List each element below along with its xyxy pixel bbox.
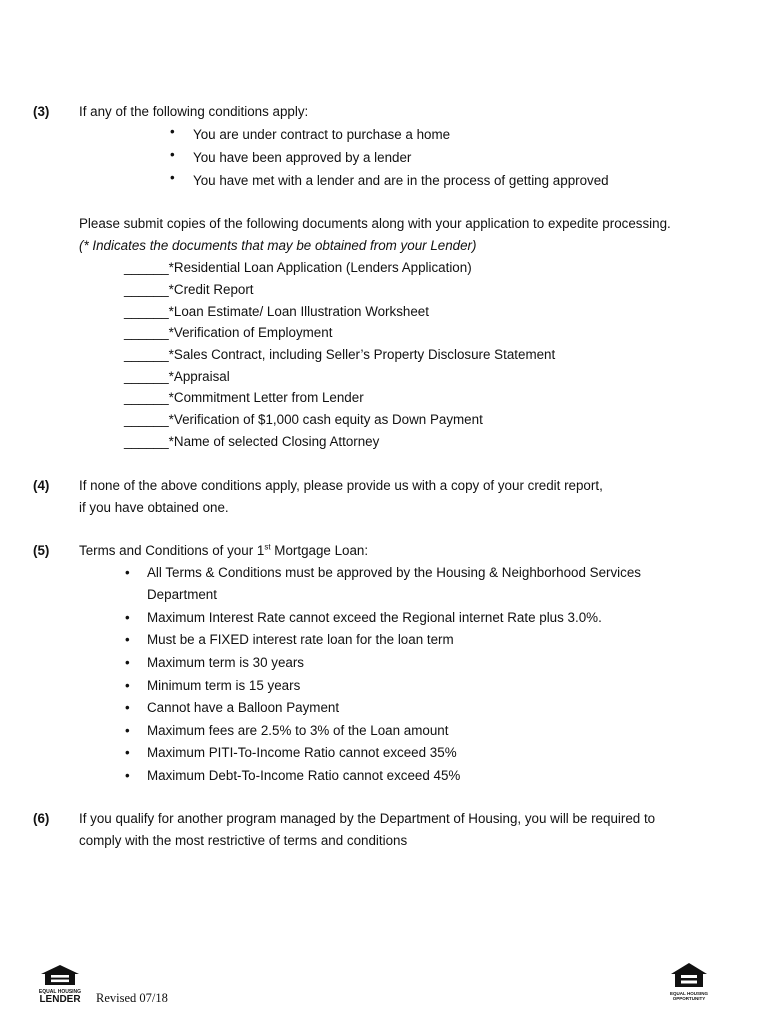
bullet: •: [125, 700, 130, 715]
checklist-item[interactable]: ______*Sales Contract, including Seller’s Property Disclosure Statement: [124, 347, 556, 362]
bullet: •: [125, 768, 130, 783]
equal-housing-opportunity-logo: EQUAL HOUSING OPPORTUNITY: [669, 962, 709, 1001]
checklist-item[interactable]: ______*Verification of Employment: [124, 325, 333, 340]
checklist-item[interactable]: ______*Appraisal: [124, 369, 230, 384]
bullet: •: [125, 655, 130, 670]
bullet: •: [125, 745, 130, 760]
section-number: (4): [33, 478, 50, 493]
bullet: •: [170, 170, 175, 185]
bullet: •: [125, 678, 130, 693]
bullet: •: [125, 723, 130, 738]
checklist-item[interactable]: ______*Name of selected Closing Attorney: [124, 434, 380, 449]
section-3-intro: If any of the following conditions apply:: [79, 104, 309, 119]
lender-note: (* Indicates the documents that may be obtained from your Lender): [79, 238, 477, 253]
section-number: (5): [33, 543, 50, 558]
bullet: •: [125, 610, 130, 625]
checklist-item[interactable]: ______*Loan Estimate/ Loan Illustration Worksheet: [124, 304, 429, 319]
revision-date: Revised 07/18: [96, 991, 168, 1005]
section-number: (6): [33, 811, 50, 826]
bullet: •: [170, 124, 175, 139]
document-page: (3) If any of the following conditions apply: • You are under contract to purchase a home • You have been approved by a lender • You have met with a lender and are in the process of getting approved Please submit copies of the following documents along with your application to expedite processing. (* Indicates the documents that may be obtained from your Lender) ______*Residential Loan Application (Lenders Application) ______*Credit Report ______*Loan Estimate/ Loan Illustration Worksheet ______*Verification of Employment ______*Sales Contract, including Seller’s Property Disclosure Statement ______*Appraisal ______*Commitment Letter from Lender ______*Verification of $1,000 cash equity as Down Payment ______*Name of selected Closing Attorney (4) If none of the above conditions apply, please provide us with a copy of your credit report, if you have obtained one. (5) Terms and Conditions of your 1st Mortgage Loan: • All Terms & Conditions must be approved by the Housing & Neighborhood Services Department • Maximum Interest Rate cannot exceed the Regional internet Rate plus 3.0%. • Must be a FIXED interest rate loan for the loan term • Maximum term is 30 years • Minimum term is 15 years • Cannot have a Balloon Payment • Maximum fees are 2.5% to 3% of the Loan amount • Maximum PITI-To-Income Ratio cannot exceed 35% • Maximum Debt-To-Income Ratio cannot exceed 45% (6) If you qualify for another program managed by the Department of Housing, you will be required to comply with the most restrictive of terms and conditions EQUAL HOUSING LENDER Revised 07/18 EQUAL HOUSING OPPORTUNITY: [0, 0, 770, 1024]
checklist-item[interactable]: ______*Commitment Letter from Lender: [124, 390, 364, 405]
bullet: •: [125, 632, 130, 647]
house-icon: [669, 962, 709, 988]
checklist-item[interactable]: ______*Verification of $1,000 cash equity as Down Payment: [124, 412, 483, 427]
equal-housing-lender-logo: EQUAL HOUSING LENDER: [37, 964, 83, 1005]
section-number: (3): [33, 104, 50, 119]
checklist-item[interactable]: ______*Residential Loan Application (Lenders Application): [124, 260, 472, 275]
house-icon: [37, 964, 83, 986]
bullet: •: [170, 147, 175, 162]
bullet: •: [125, 565, 130, 580]
section-5-title: Terms and Conditions of your 1st Mortgage Loan:: [79, 542, 369, 558]
checklist-item[interactable]: ______*Credit Report: [124, 282, 254, 297]
submit-instructions: Please submit copies of the following documents along with your application to expedite processing.: [79, 216, 671, 231]
